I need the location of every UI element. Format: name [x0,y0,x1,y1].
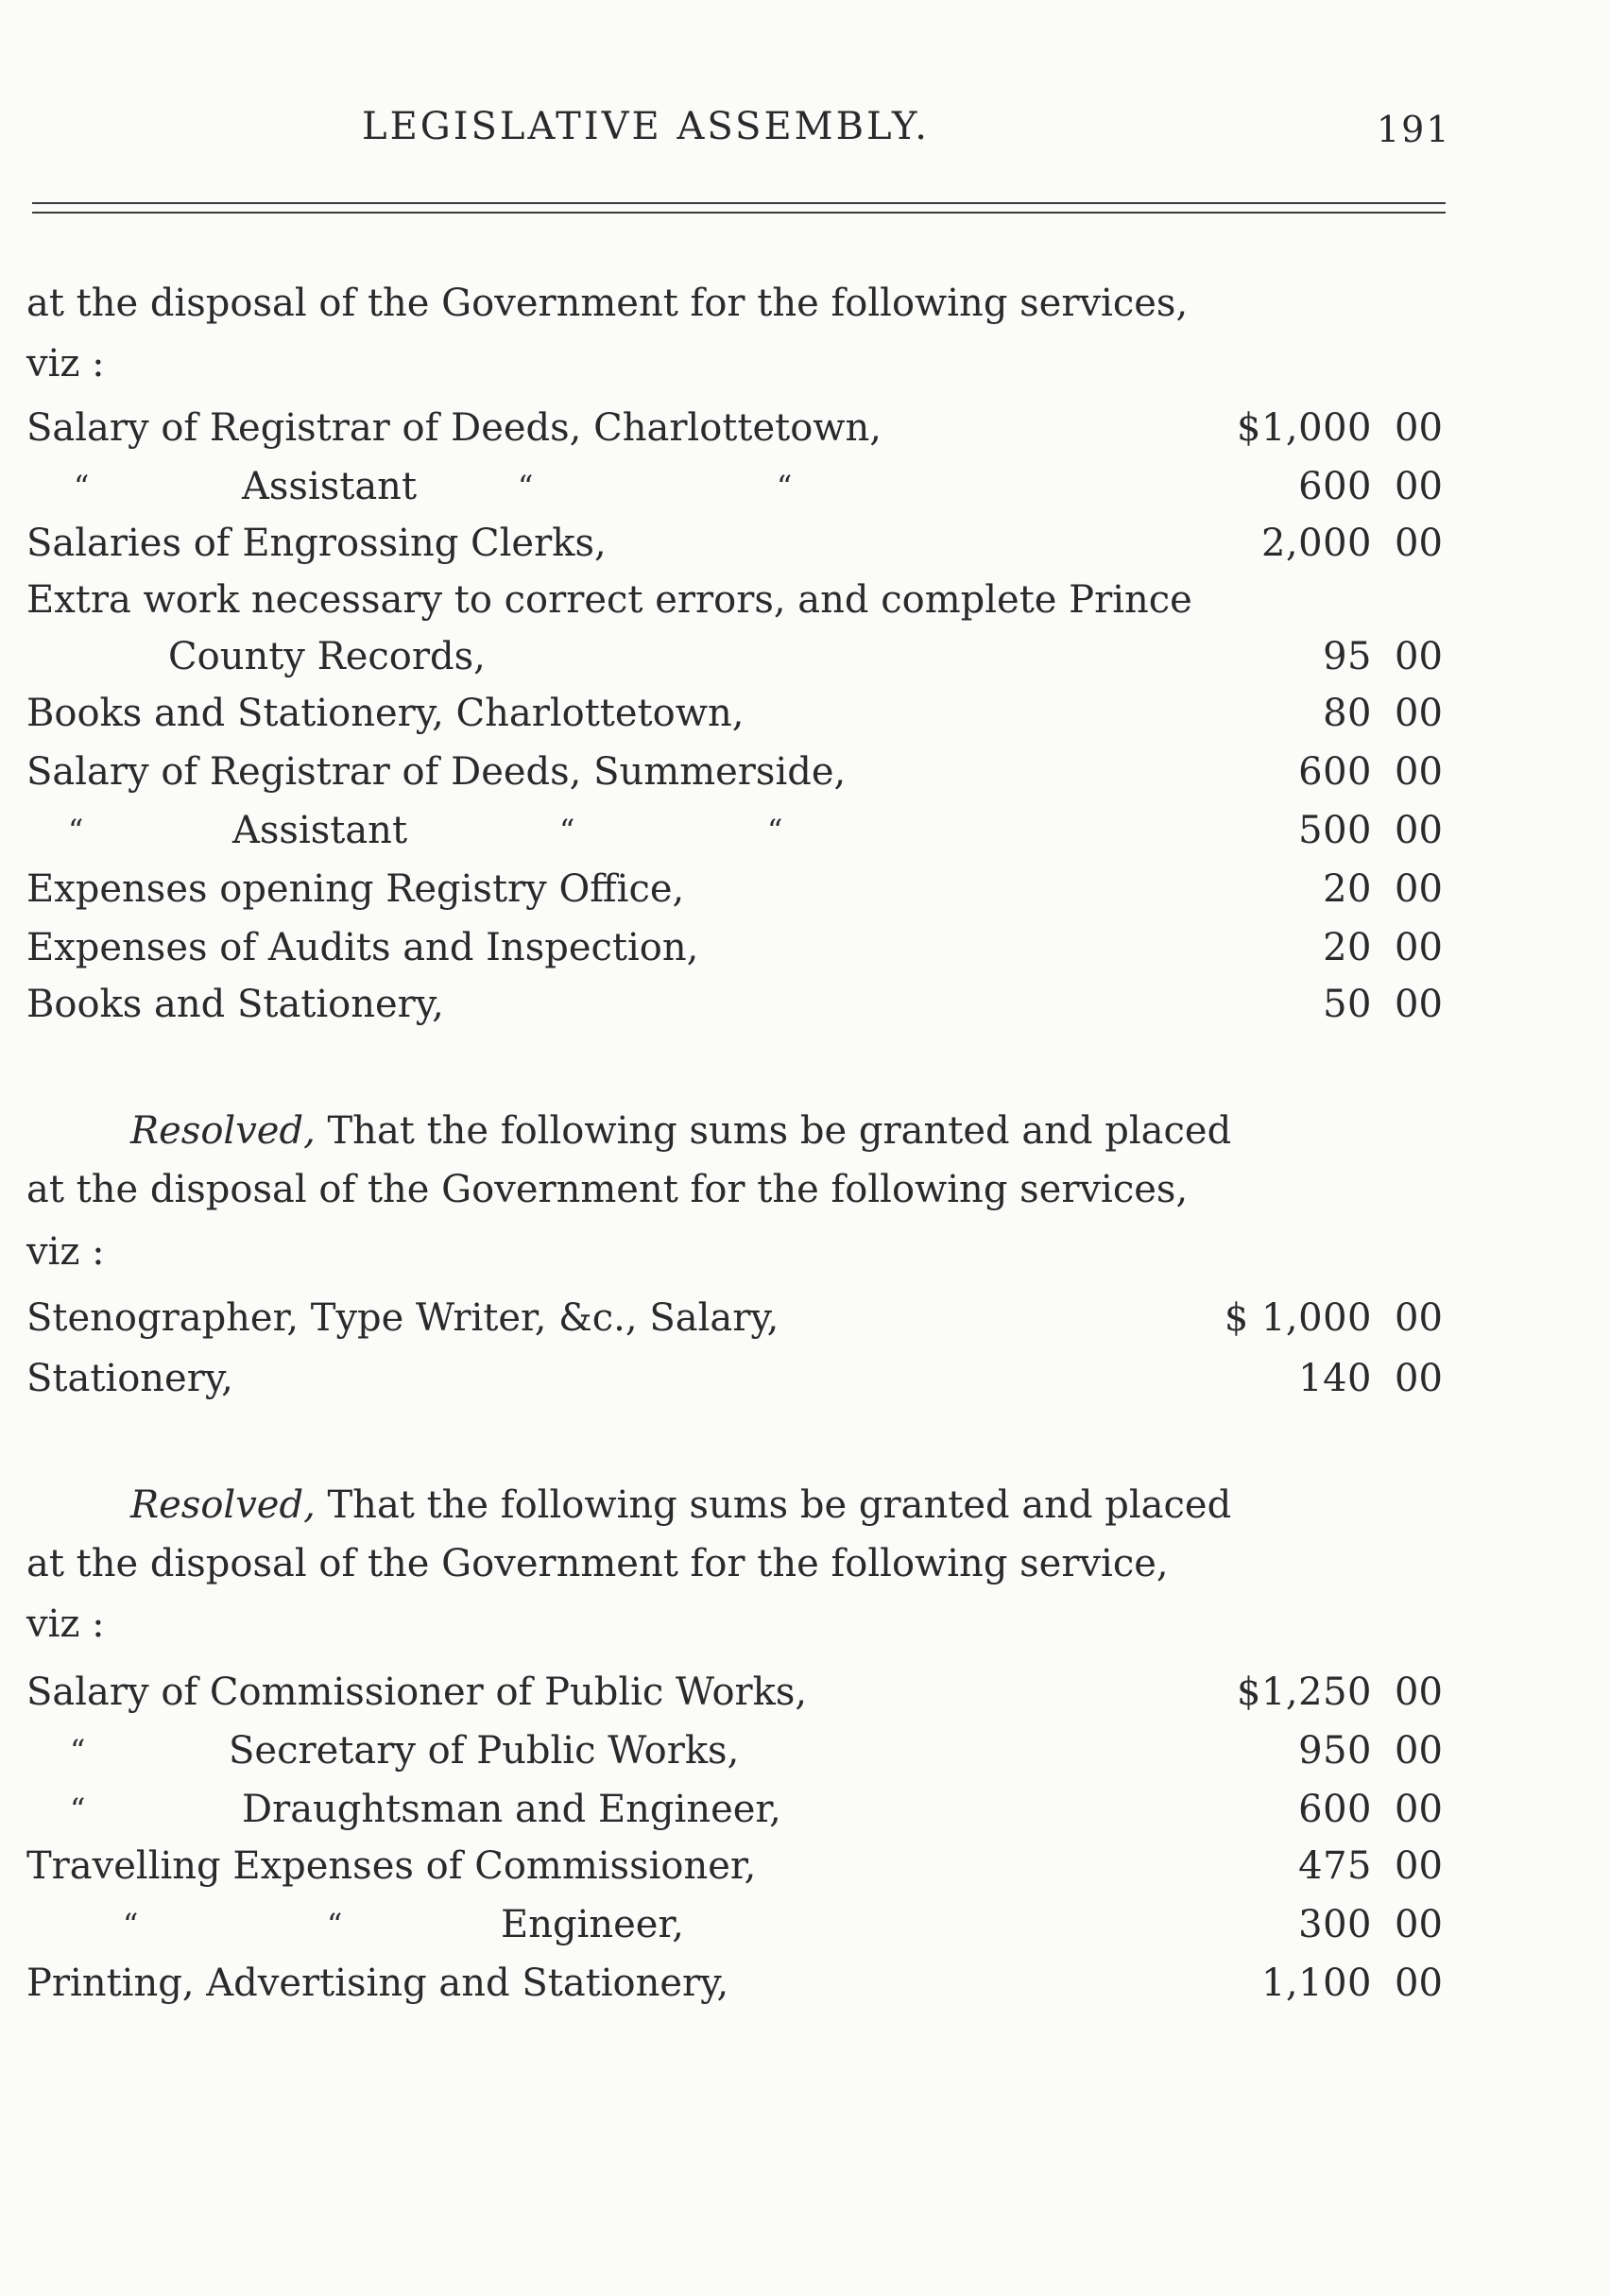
item-label: Salary of Commissioner of Public Works, [26,1671,808,1714]
item-cents: 00 [1395,1671,1443,1714]
item-dollars: 2,000 [1260,522,1372,565]
item-label: Stationery, [26,1357,233,1400]
resolution-3-line-2: at the disposal of the Government for the following service, [26,1542,1169,1585]
list-item [0,805,1610,856]
item-label: Engineer, [501,1903,684,1946]
item-label: Salaries of Engrossing Clerks, [26,522,607,565]
item-label: County Records, [168,635,486,678]
item-label: Assistant [232,809,408,852]
item-label: Secretary of Public Works, [229,1729,740,1773]
item-cents: 00 [1395,750,1443,794]
item-cents: 00 [1395,522,1443,565]
page-number: 191 [1377,109,1451,150]
list-item [0,403,1610,454]
item-label: Extra work necessary to correct errors, and complete Prince [26,578,1192,622]
list-item [0,1667,1610,1718]
item-dollars: 1,100 [1260,1962,1372,2005]
list-item [0,631,1610,682]
item-cents: 00 [1395,1788,1443,1831]
item-cents: 00 [1395,983,1443,1026]
item-label: Travelling Expenses of Commissioner, [26,1844,757,1888]
item-label: Printing, Advertising and Stationery, [26,1962,729,2005]
list-item [0,574,1610,625]
item-cents: 00 [1395,1903,1443,1946]
ditto-mark: “ [70,1791,86,1827]
resolved-word: Resolved, [130,1483,316,1527]
running-head: LEGISLATIVE ASSEMBLY. [362,105,930,148]
resolved-word: Resolved, [130,1109,316,1153]
list-item [0,1784,1610,1835]
list-item [0,864,1610,915]
list-item [0,1353,1610,1404]
ditto-mark: “ [518,469,534,505]
list-item [0,1958,1610,2009]
item-dollars: 95 [1323,635,1372,678]
list-item [0,688,1610,739]
header-rule-top [32,202,1446,204]
list-item [0,922,1610,973]
item-dollars: 500 [1298,809,1372,852]
intro-1-line-1: at the disposal of the Government for the following services, [26,282,1189,325]
header-rule-bottom [32,212,1446,214]
list-item [0,1899,1610,1950]
item-dollars: 475 [1298,1844,1372,1888]
resolution-3-text: That the following sums be granted and placed [315,1483,1232,1527]
resolution-2-line-2: at the disposal of the Government for the following services, [26,1168,1189,1211]
item-dollars: 50 [1323,983,1372,1026]
ditto-mark: “ [74,469,90,505]
resolution-2-text: That the following sums be granted and placed [315,1109,1232,1153]
item-cents: 00 [1395,1296,1443,1340]
list-item [0,979,1610,1030]
item-label: Salary of Registrar of Deeds, Summerside, [26,750,847,794]
resolution-2-line-1 [130,1107,1231,1155]
resolution-3-line-1 [130,1482,1231,1529]
list-item [0,746,1610,797]
intro-1-line-2: viz : [26,342,105,386]
ditto-mark: “ [327,1907,343,1943]
resolution-2-line-3: viz : [26,1230,105,1274]
item-label: Expenses of Audits and Inspection, [26,926,699,969]
item-label: Draughtsman and Engineer, [242,1788,781,1831]
item-cents: 00 [1395,692,1443,735]
list-item [0,1841,1610,1892]
item-dollars: 140 [1298,1357,1372,1400]
list-item [0,1725,1610,1776]
item-cents: 00 [1395,867,1443,911]
item-cents: 00 [1395,809,1443,852]
item-cents: 00 [1395,635,1443,678]
item-cents: 00 [1395,1729,1443,1773]
item-cents: 00 [1395,465,1443,508]
item-cents: 00 [1395,926,1443,969]
item-label: Salary of Registrar of Deeds, Charlottetown, [26,406,882,450]
ditto-mark: “ [68,813,84,848]
item-dollars: 950 [1298,1729,1372,1773]
item-dollars: 600 [1298,465,1372,508]
resolution-3-line-3: viz : [26,1602,105,1646]
item-dollars: 20 [1323,926,1372,969]
list-item [0,518,1610,569]
list-item [0,1293,1610,1344]
item-dollars: 300 [1298,1903,1372,1946]
item-dollars: $ 1,000 [1224,1296,1372,1340]
item-dollars: $1,250 [1237,1671,1372,1714]
item-dollars: 600 [1298,1788,1372,1831]
item-label: Books and Stationery, [26,983,444,1026]
item-cents: 00 [1395,406,1443,450]
ditto-mark: “ [559,813,575,848]
item-dollars: 600 [1298,750,1372,794]
item-label: Expenses opening Registry Office, [26,867,685,911]
item-label: Books and Stationery, Charlottetown, [26,692,745,735]
item-dollars: 20 [1323,867,1372,911]
item-label: Assistant [242,465,418,508]
item-label: Stenographer, Type Writer, &c., Salary, [26,1296,779,1340]
ditto-mark: “ [123,1907,139,1943]
item-cents: 00 [1395,1357,1443,1400]
ditto-mark: “ [777,469,793,505]
ditto-mark: “ [767,813,783,848]
ditto-mark: “ [70,1733,86,1769]
item-dollars: 80 [1323,692,1372,735]
list-item [0,461,1610,512]
item-dollars: $1,000 [1237,406,1372,450]
item-cents: 00 [1395,1844,1443,1888]
item-cents: 00 [1395,1962,1443,2005]
